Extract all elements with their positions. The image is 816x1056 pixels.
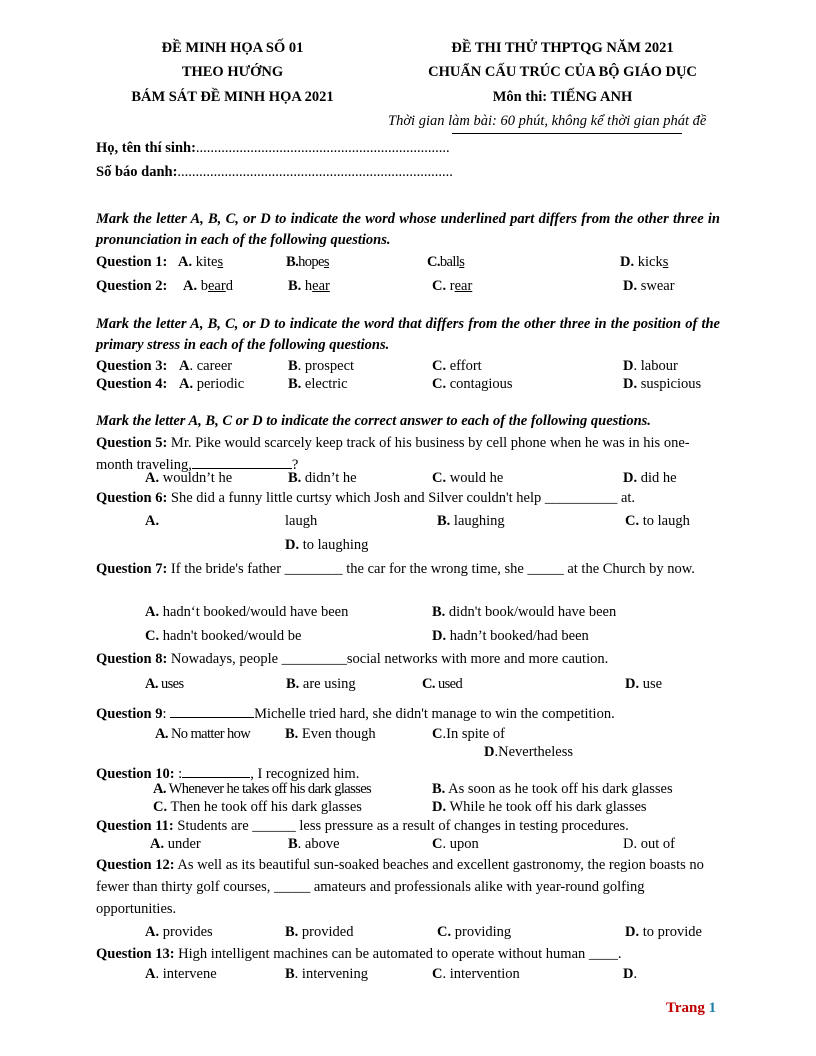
page-label: Trang <box>666 1000 705 1016</box>
q10-option-b: B. As soon as he took off his dark glasses <box>432 781 673 797</box>
q2-option-c: C. rear <box>432 278 473 294</box>
q5-option-d: D. did he <box>623 470 677 486</box>
student-name-label: Họ, tên thí sinh: <box>96 140 196 156</box>
q10-blank <box>182 763 250 778</box>
q8-option-d: D. use <box>625 676 663 692</box>
q8-option-b: B. are using <box>286 676 356 692</box>
header-left-line2: THEO HƯỚNG <box>181 64 284 80</box>
header-left-line1: ĐỀ MINH HỌA SỐ 01 <box>161 40 304 56</box>
q12-option-c: C. providing <box>437 924 512 940</box>
q3-option-d: D. labour <box>623 358 678 374</box>
q4-label: Question 4: <box>96 376 168 392</box>
q10-option-a: A. Whenever he takes off his dark glasses <box>153 781 372 797</box>
q5-blank <box>192 454 292 469</box>
q13-option-a: A. intervene <box>145 966 217 982</box>
q6-option-c: C. to laugh <box>625 513 690 529</box>
q13-option-c: C. intervention <box>432 966 520 982</box>
q5-stem: Question 5: Mr. Pike would scarcely keep track of his business by cell phone when he was in his one- month traveling, ? <box>96 435 690 473</box>
q6-stem: Question 6: She did a funny little curtsy which Josh and Silver couldn't help __________ at. <box>96 490 636 506</box>
q9-option-a: A. No matter how <box>155 726 251 742</box>
q1-option-c: C.balls <box>427 254 465 270</box>
q10-option-c: C. Then he took off his dark glasses <box>153 799 362 815</box>
q7-option-a: A. hadn‘t booked/would have been <box>145 604 349 620</box>
q2-option-a: A. beard <box>183 278 233 294</box>
q7-option-b: B. didn't book/would have been <box>432 604 617 620</box>
q11-option-c: C. upon <box>432 836 479 852</box>
q10-stem: Question 10: : , I recognized him. <box>96 763 359 783</box>
q12-option-d: D. to provide <box>625 924 702 940</box>
q3-option-a: A. career <box>179 358 233 374</box>
q11-option-a: A. under <box>150 836 201 852</box>
header-underline <box>452 133 682 134</box>
q5-option-b: B. didn’t he <box>288 470 357 486</box>
q9-blank <box>170 703 254 718</box>
q1-option-a: A. kites <box>178 254 224 270</box>
q12-option-b: B. provided <box>285 924 354 940</box>
q4-option-d: D. suspicious <box>623 376 702 392</box>
student-id-label: Số báo danh: <box>96 164 178 180</box>
header-right-line3: Môn thi: TIẾNG ANH <box>492 89 633 105</box>
q5-option-c: C. would he <box>432 470 504 486</box>
q11-stem: Question 11: Students are ______ less pressure as a result of changes in testing procedures. <box>96 818 629 834</box>
time-note: Thời gian làm bài: 60 phút, không kể thời gian phát đề <box>388 113 707 129</box>
q1-option-d: D. kicks <box>620 254 669 270</box>
q13-stem: Question 13: High intelligent machines can be automated to operate without human ____. <box>96 946 622 962</box>
q4-option-c: C. contagious <box>432 376 513 392</box>
q13-option-d: D. <box>623 966 638 982</box>
q9-option-c: C.In spite of <box>432 726 505 742</box>
header-left-line3: BÁM SÁT ĐỀ MINH HỌA 2021 <box>131 89 334 105</box>
q7-option-c: C. hadn't booked/would be <box>145 628 302 644</box>
q8-option-c: C. used <box>422 676 463 692</box>
q6-option-d: D. to laughing <box>285 537 369 553</box>
q5-option-a: A. wouldn’t he <box>145 470 233 486</box>
q9-stem: Question 9: Michelle tried hard, she didn't manage to win the competition. <box>96 703 615 723</box>
student-id-dots: ............................................................................ <box>177 164 453 180</box>
page-number: 1 <box>708 1000 717 1016</box>
q11-option-b: B. above <box>288 836 340 852</box>
q13-option-b: B. intervening <box>285 966 368 982</box>
q4-option-a: A. periodic <box>179 376 245 392</box>
q12-stem: Question 12: As well as its beautiful sun-soaked beaches and excellent gastronomy, the region boasts no fewer than thirty golf courses, _____ amateurs and professionals alike with year-round golfing opportunities. <box>96 857 704 917</box>
q10-option-d: D. While he took off his dark glasses <box>432 799 647 815</box>
header-right-line1: ĐỀ THI THỬ THPTQG NĂM 2021 <box>451 40 674 56</box>
q6-option-b: B. laughing <box>437 513 505 529</box>
q6-option-a-text: laugh <box>285 513 318 529</box>
q7-option-d: D. hadn’t booked/had been <box>432 628 589 644</box>
q7-stem: Question 7: If the bride's father ________ the car for the wrong time, she _____ at the Church by now. <box>96 561 695 577</box>
q4-option-b: B. electric <box>288 376 348 392</box>
q11-option-d: D. out of <box>623 836 675 852</box>
q8-option-a: A. uses <box>145 676 184 692</box>
section3-instruction: Mark the letter A, B, C or D to indicate the correct answer to each of the following questions. <box>96 413 651 429</box>
q3-option-b: B. prospect <box>288 358 355 374</box>
q9-option-d: D.Nevertheless <box>484 744 573 760</box>
q2-option-b: B. hear <box>288 278 330 294</box>
section1-instruction: Mark the letter A, B, C, or D to indicate the word whose underlined part differs from the other three in pronunciation in each of the following questions. <box>96 211 720 248</box>
q1-label: Question 1: <box>96 254 168 270</box>
student-name-dots: ...................................................................... <box>195 140 450 156</box>
section2-instruction: Mark the letter A, B, C, or D to indicate the word that differs from the other three in the position of the primary stress in each of the following questions. <box>96 316 720 353</box>
page-footer <box>666 1000 716 1017</box>
q1-option-b: B.hopes <box>286 254 329 270</box>
q2-option-d: D. swear <box>623 278 675 294</box>
student-name-line <box>96 140 450 157</box>
q3-label: Question 3: <box>96 358 168 374</box>
q6-option-a-letter: A. <box>145 513 160 529</box>
q3-option-c: C. effort <box>432 358 482 374</box>
student-id-line <box>96 164 453 181</box>
q8-stem: Question 8: Nowadays, people _________social networks with more and more caution. <box>96 651 609 667</box>
header-right-line2: CHUẨN CẤU TRÚC CỦA BỘ GIÁO DỤC <box>428 64 697 80</box>
q9-option-b: B. Even though <box>285 726 376 742</box>
q12-option-a: A. provides <box>145 924 213 940</box>
q2-label: Question 2: <box>96 278 168 294</box>
